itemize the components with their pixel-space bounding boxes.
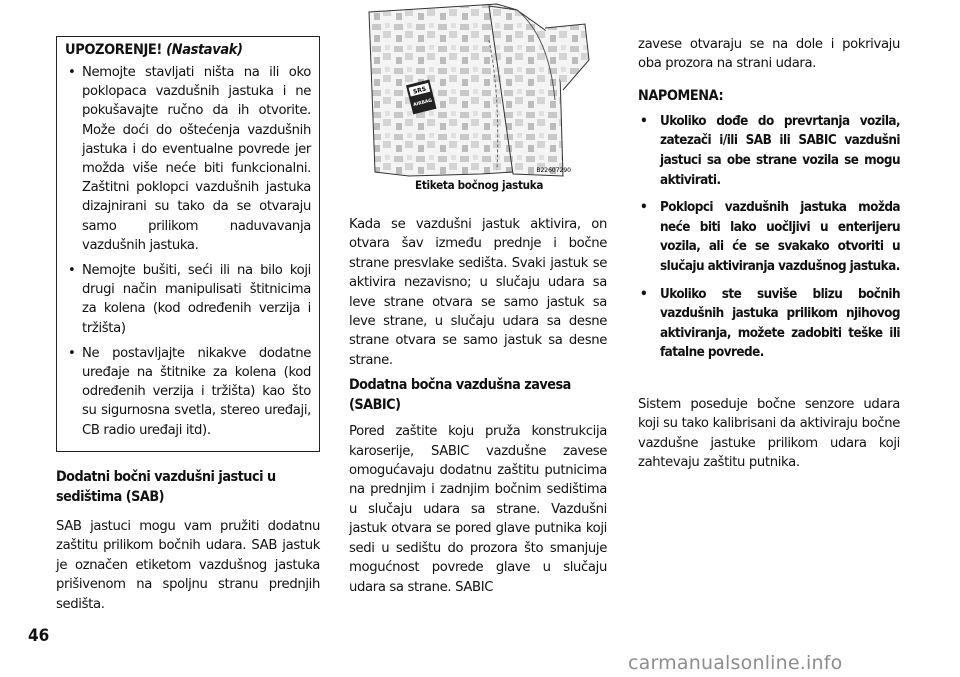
note-title: NAPOMENA: (638, 87, 724, 104)
sabic-body: Pored zaštite koju pruža konstrukcija karoserije, SABIC vazdušne zavese omogućavaju dodatnu zaštitu putnicima na prednjim i zadnjim bočnim sedištima u slučaju udara sa strane. Vazdušni jastuk otvara se pored glave putnika koji sedi u sedištu do prozora što smanjuje mogućnost povrede glave u slučaju udara sa strane. SABIC (349, 424, 607, 595)
warning-title: UPOZORENJE! (Nastavak) (65, 42, 243, 58)
closing-paragraph: Sistem poseduje bočne senzore udara koji su tako kalibrisani da aktiviraju bočne vazdušne jastuke prilikom udara koji zahtevaju zaštitu putnika. (638, 396, 900, 471)
note-list (638, 112, 900, 363)
seat-illustration (349, 0, 607, 206)
note-item: • Ukoliko ste suviše blizu bočnih vazdušnih jastuka prilikom njihovog aktiviranja, možete zadobiti teške ili fatalne povrede. (638, 285, 900, 363)
right-column (638, 35, 900, 473)
middle-column (349, 215, 607, 597)
warning-item: • Nemojte bušiti, seći ili na bilo koji drugi način manipulisati štitnicima za kolena (kod određenih verzija i tržišta) (65, 261, 311, 338)
note-item: • Poklopci vazdušnih jastuka možda neće biti lako uočljivi u enterijeru vozila, ali će se svakako otvoriti u slučaju aktiviranja vazdušnog jastuka. (638, 198, 900, 276)
note-item: • Ukoliko dođe do prevrtanja vozila, zatezači i/ili SAB ili SABIC vazdušni jastuci sa obe strane vozila se mogu aktivirati. (638, 112, 900, 190)
warning-item: • Ne postavljajte nikakve dodatne uređaje na štitnike za kolena (kod određenih verzija i tržišta) kao što su sigurnosna svetla, stereo uređaji, CB radio uređaji itd). (65, 344, 311, 440)
figure-caption: Etiketa bočnog jastuka (415, 178, 544, 192)
warning-item: • Nemojte stavljati ništa na ili oko poklopaca vazdušnih jastuka i ne pokušavajte ručno da ih otvorite. Može doći do oštećenja vazdušnih jastuka i do eventualne povrede jer možda više neće biti funkcionalni. Zaštitni poklopci vazdušnih jastuka dizajnirani su tako da se otvaraju samo prilikom naduvavanja vazdušnih jastuka. (65, 63, 311, 255)
middle-paragraph: Kada se vazdušni jastuk aktivira, on otvara šav između prednje i bočne strane presvlake sedišta. Svaki jastuk se aktivira nezavisno; u slučaju udara sa leve strane otvara se samo jastuk sa leve strane, u slučaju udara sa desne strane otvara se samo jastuk sa desne strane. (349, 217, 607, 368)
svg-text:SRS: SRS (412, 85, 427, 96)
page-number: 46 (28, 626, 50, 646)
figure-code: B22607290 (536, 167, 571, 174)
sab-body: SAB jastuci mogu vam pružiti dodatnu zaštitu prilikom bočnih udara. SAB jastuk je označen etiketom vazdušnog jastuka prišivenom na spoljnu stranu prednjih sedišta. (56, 519, 320, 612)
svg-text:AIRBAG: AIRBAG (412, 98, 433, 109)
warning-box (56, 36, 320, 452)
sab-heading: Dodatni bočni vazdušni jastuci u sedištima (SAB) (56, 469, 276, 505)
sab-section (56, 468, 320, 614)
warning-list (65, 63, 311, 440)
seat-label-figure (349, 0, 607, 206)
watermark: carmanualsonline.info (628, 652, 843, 674)
continuation-text: zavese otvaraju se na dole i pokrivaju oba prozora na strani udara. (638, 37, 900, 72)
sabic-heading: Dodatna bočna vazdušna zavesa (SABIC) (349, 377, 571, 413)
